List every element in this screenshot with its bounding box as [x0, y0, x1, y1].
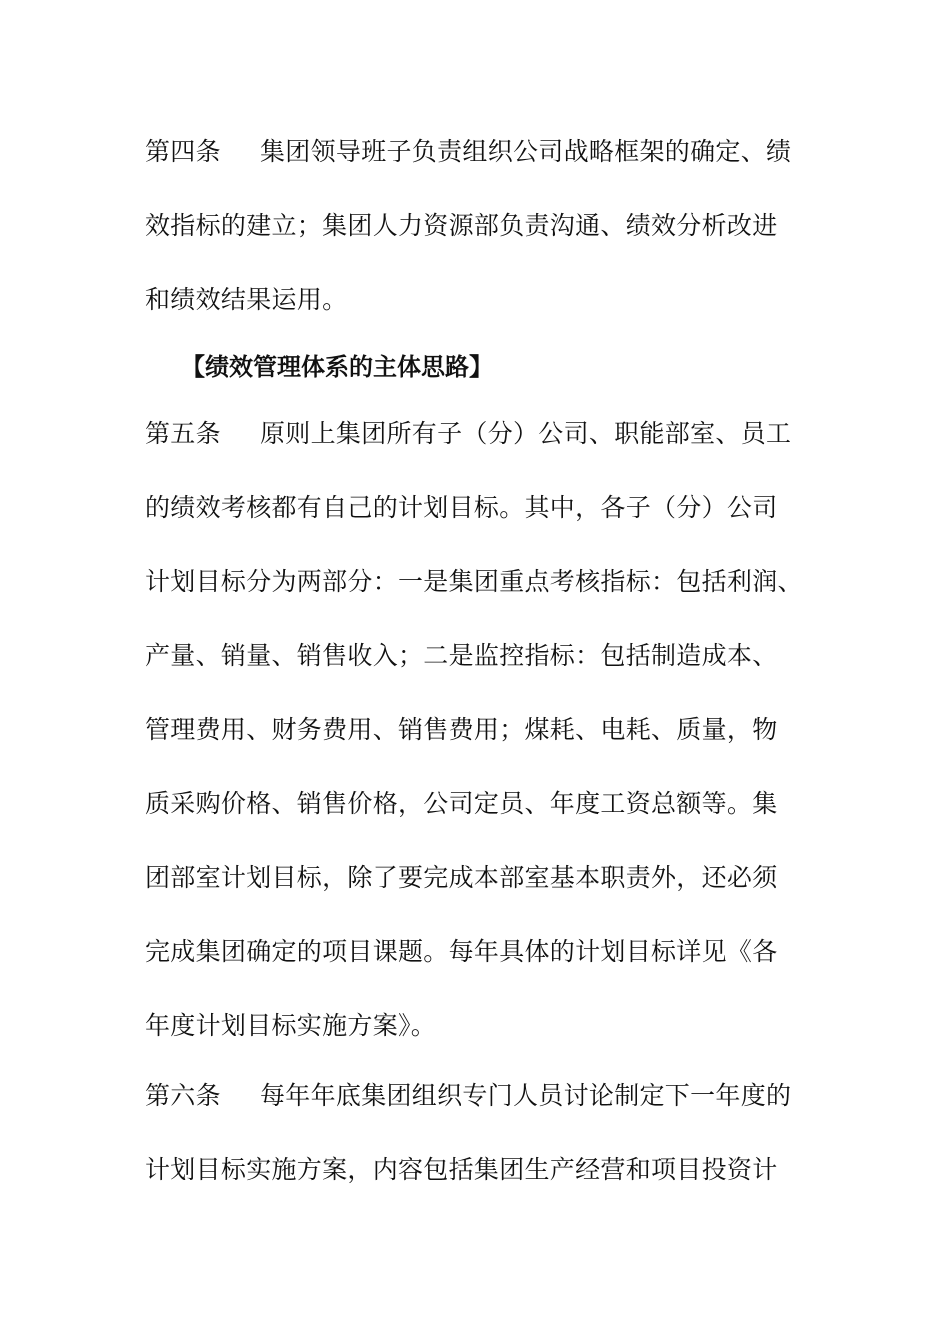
article-5-line-4: 产量、销量、销售收入；二是监控指标：包括制造成本、: [145, 641, 778, 670]
article-5-line-7: 团部室计划目标，除了要完成本部室基本职责外，还必须: [145, 863, 778, 892]
article-5-line-8: 完成集团确定的项目课题。每年具体的计划目标详见《各: [145, 937, 778, 966]
article-6-number: 第六条: [145, 1081, 221, 1110]
article-5-text-1: 原则上集团所有子（分）公司、职能部室、员工: [260, 419, 792, 448]
section-heading: 【绩效管理体系的主体思路】: [181, 353, 493, 381]
article-4-line-1: [145, 136, 805, 168]
article-5-line-9: 年度计划目标实施方案》。: [145, 1011, 437, 1040]
article-4-line-3: 和绩效结果运用。: [145, 285, 348, 314]
article-4-line-2: 效指标的建立；集团人力资源部负责沟通、绩效分析改进: [145, 211, 778, 240]
article-6-line-2: 计划目标实施方案，内容包括集团生产经营和项目投资计: [145, 1155, 778, 1184]
article-5-line-6: 质采购价格、销售价格，公司定员、年度工资总额等。集: [145, 789, 778, 818]
article-5-line-2: 的绩效考核都有自己的计划目标。其中，各子（分）公司: [145, 493, 778, 522]
article-6-line-1: [145, 1080, 805, 1112]
article-5-number: 第五条: [145, 419, 221, 448]
article-5-line-1: [145, 418, 805, 450]
article-4-text-1: 集团领导班子负责组织公司战略框架的确定、绩: [260, 137, 792, 166]
article-5-line-5: 管理费用、财务费用、销售费用；煤耗、电耗、质量，物: [145, 715, 778, 744]
article-4-number: 第四条: [145, 137, 221, 166]
article-6-text-1: 每年年底集团组织专门人员讨论制定下一年度的: [260, 1081, 792, 1110]
article-5-line-3: 计划目标分为两部分：一是集团重点考核指标：包括利润、: [145, 567, 803, 596]
